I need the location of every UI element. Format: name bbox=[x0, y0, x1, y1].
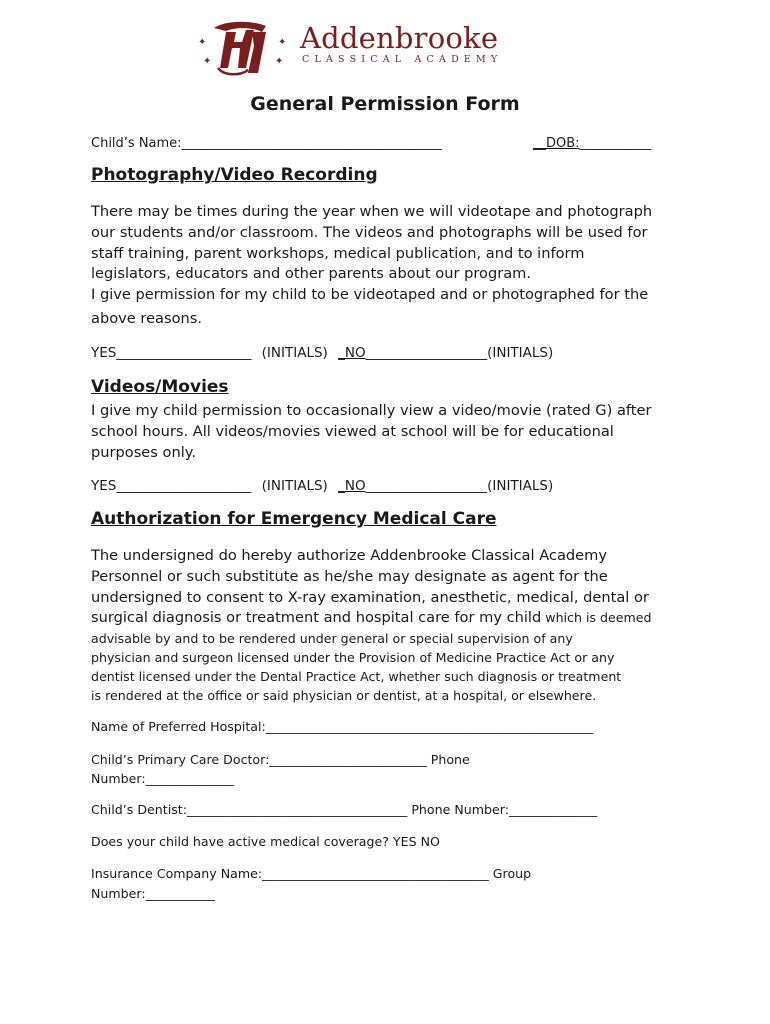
photo-consent-row bbox=[91, 343, 553, 363]
no-initials-field[interactable]: __________________ bbox=[365, 345, 488, 361]
emergency-heading: Authorization for Emergency Medical Care bbox=[91, 509, 497, 529]
no-label: _NO bbox=[338, 345, 366, 361]
svg-text:✦: ✦ bbox=[278, 37, 287, 48]
emergency-line: Personnel or such substitute as he/she may designate as agent for the bbox=[91, 567, 608, 585]
logo-subtitle: CLASSICAL ACADEMY bbox=[302, 54, 503, 65]
videos-paragraph bbox=[91, 401, 691, 463]
yes-initials-field[interactable]: ____________________ bbox=[116, 478, 252, 494]
yes-label: YES bbox=[91, 478, 117, 494]
preferred-hospital-field[interactable]: Name of Preferred Hospital:____________________________________________________ bbox=[91, 719, 594, 734]
academy-crest-icon bbox=[196, 18, 296, 78]
emergency-line: advisable by and to be rendered under general or special supervision of any bbox=[91, 631, 573, 647]
photo-paragraph bbox=[91, 202, 691, 330]
page-title: General Permission Form bbox=[250, 93, 520, 115]
emergency-line: dentist licensed under the Dental Practice Act, whether such diagnosis or treatment bbox=[91, 669, 622, 685]
emergency-line: undersigned to consent to X-ray examination, anesthetic, medical, dental or bbox=[91, 588, 649, 606]
videos-line: school hours. All videos/movies viewed at school will be for educational bbox=[91, 422, 614, 440]
svg-text:✦: ✦ bbox=[275, 56, 284, 67]
videos-line: I give my child permission to occasionally view a video/movie (rated G) after bbox=[91, 402, 652, 419]
photo-line: our students and/or classroom. The videos and photographs will be used for bbox=[91, 223, 648, 241]
initials-label: (INITIALS) bbox=[487, 345, 554, 361]
svg-text:✦: ✦ bbox=[203, 56, 212, 67]
insurance-group-number-field[interactable]: Number:___________ bbox=[91, 886, 215, 901]
emergency-line: surgical diagnosis or treatment and hospital care for my child which is deemed bbox=[91, 609, 652, 627]
emergency-line: is rendered at the office or said physician or dentist, at a hospital, or elsewhere. bbox=[91, 688, 597, 704]
videos-consent-row bbox=[91, 476, 553, 496]
childs-name-field[interactable]: ________________________________________ bbox=[181, 136, 442, 151]
videos-heading: Videos/Movies bbox=[91, 377, 229, 397]
primary-doctor-phone-field[interactable]: Number:______________ bbox=[91, 771, 234, 786]
photo-line: legislators, educators and other parents about our program. bbox=[91, 265, 532, 283]
childs-name-row bbox=[91, 134, 442, 153]
photo-line: I give permission for my child to be videotaped and or photographed for the bbox=[91, 286, 649, 304]
yes-label: YES bbox=[91, 345, 117, 361]
photo-line: above reasons. bbox=[91, 309, 203, 327]
childs-name-label: Child’s Name: bbox=[91, 136, 182, 151]
yes-initials-field[interactable]: ____________________ bbox=[116, 345, 252, 361]
videos-line: purposes only. bbox=[91, 443, 196, 461]
initials-label: (INITIALS) bbox=[487, 478, 554, 494]
no-label: _NO bbox=[338, 478, 366, 494]
initials-label: (INITIALS) bbox=[261, 345, 328, 361]
dentist-field[interactable]: Child’s Dentist:___________________________________ Phone Number:______________ bbox=[91, 802, 598, 817]
dob-row bbox=[533, 134, 651, 153]
school-logo bbox=[196, 18, 536, 78]
emergency-line: physician and surgeon licensed under the Provision of Medicine Practice Act or any bbox=[91, 650, 615, 666]
svg-text:✦: ✦ bbox=[198, 37, 207, 48]
photo-heading: Photography/Video Recording bbox=[91, 165, 378, 185]
initials-label: (INITIALS) bbox=[261, 478, 328, 494]
photo-line: There may be times during the year when we will videotape and photograph bbox=[91, 203, 653, 220]
emergency-line: The undersigned do hereby authorize Addenbrooke Classical Academy bbox=[91, 547, 607, 564]
medical-coverage-question[interactable]: Does your child have active medical coverage? YES NO bbox=[91, 834, 440, 849]
primary-doctor-field[interactable]: Child’s Primary Care Doctor:_________________________ Phone bbox=[91, 752, 470, 767]
dob-field[interactable]: ___________ bbox=[579, 136, 652, 151]
emergency-paragraph bbox=[91, 546, 691, 705]
photo-line: staff training, parent workshops, medical publication, and to inform bbox=[91, 244, 585, 262]
insurance-company-field[interactable]: Insurance Company Name:____________________________________ Group bbox=[91, 866, 532, 881]
logo-name: Addenbrooke bbox=[300, 21, 499, 55]
no-initials-field[interactable]: __________________ bbox=[365, 478, 488, 494]
dob-label: __DOB: bbox=[533, 136, 580, 151]
